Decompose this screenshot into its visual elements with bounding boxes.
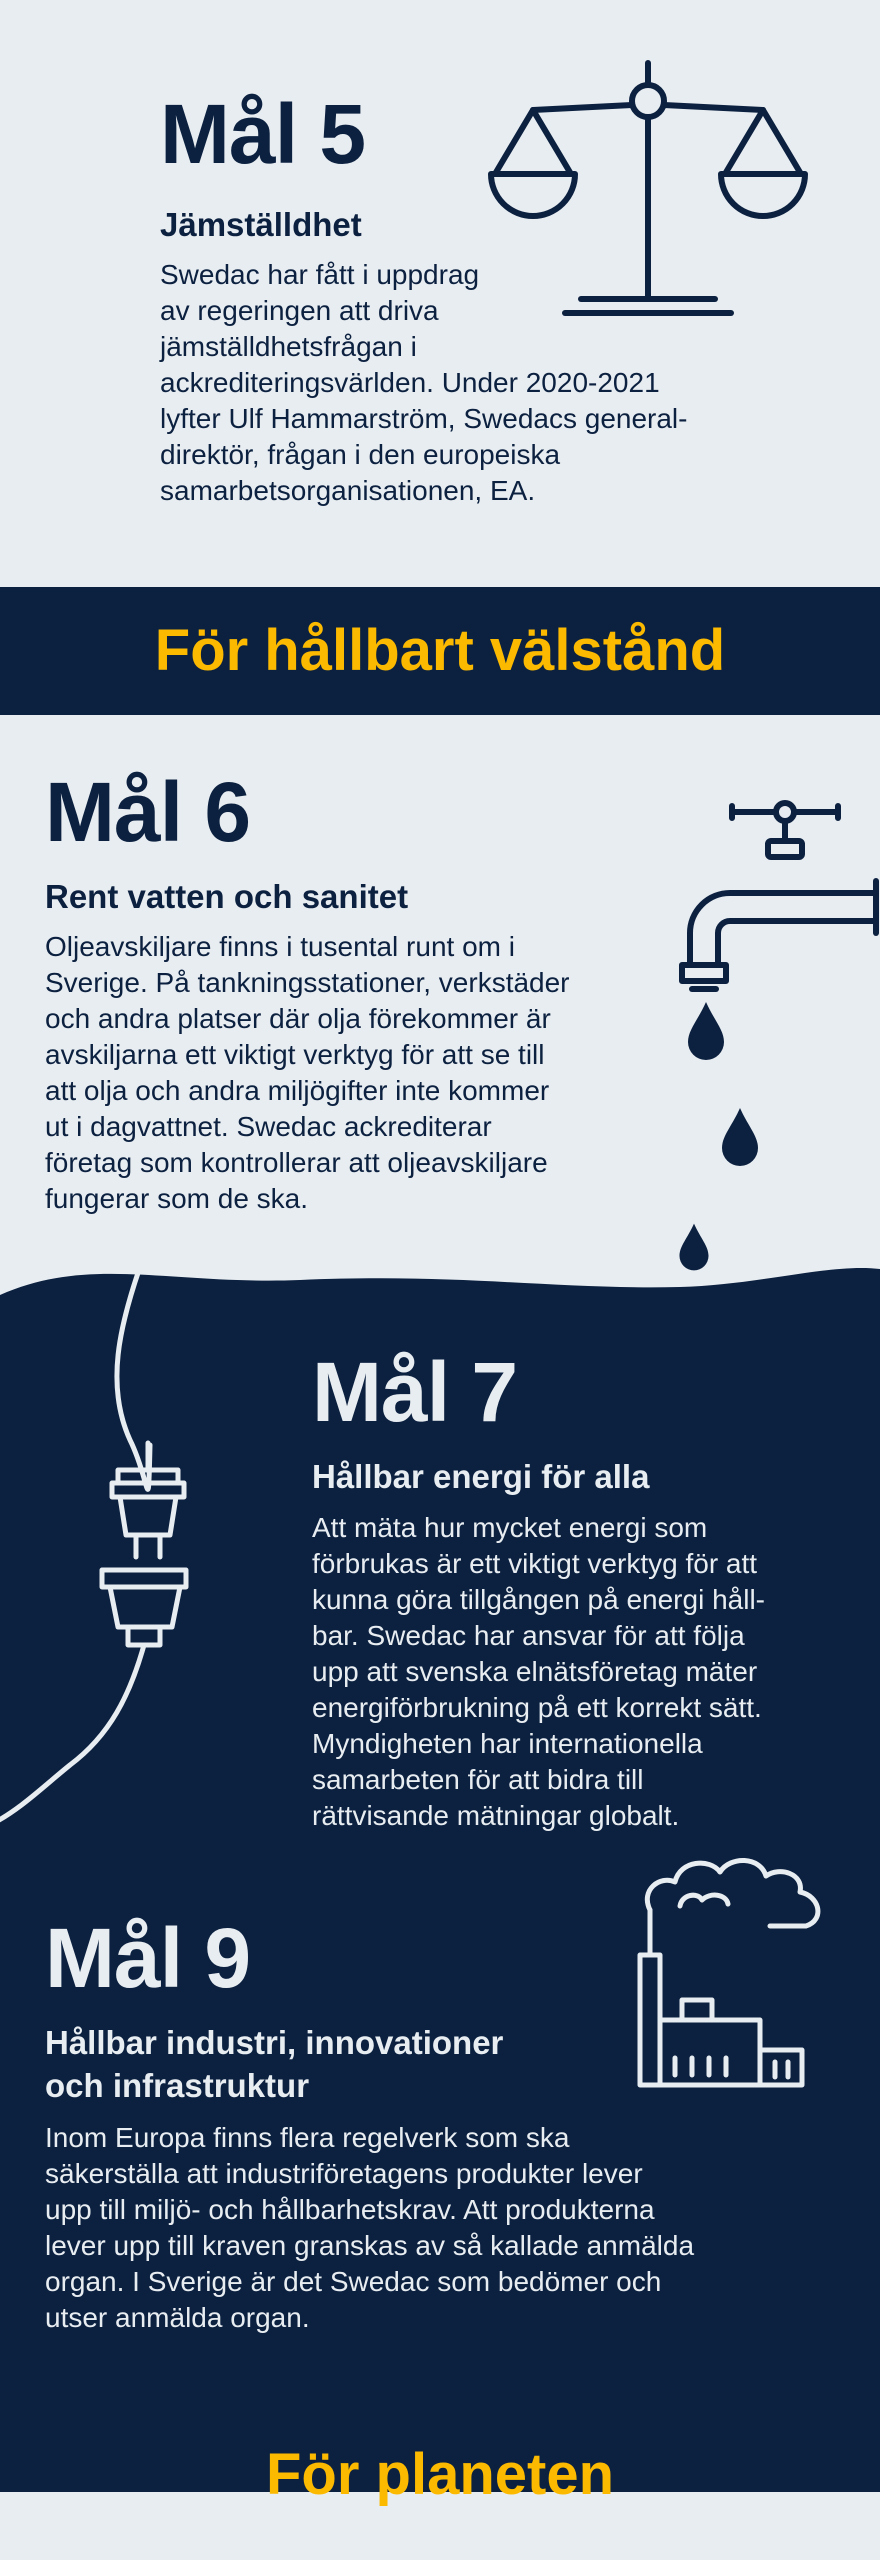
goal-5-number: Mål 5 — [160, 87, 366, 181]
section-banner-prosperity: För hållbart välstånd — [0, 587, 880, 715]
faucet-icon — [670, 795, 880, 995]
goal-7-subtitle: Hållbar energi för alla — [312, 1458, 650, 1495]
scales-icon — [485, 55, 815, 330]
factory-icon — [620, 1830, 830, 2110]
goal-9-body: Inom Europa finns flera regelverk som ska säkerställa att industriföretagens produkter lever upp till miljö- och hållbarhetskrav. Att produkterna lever upp till kraven granskas av så kallade anmälda organ. I Sverige är det Swedac som bedömer och utser anmälda organ. — [45, 2122, 695, 2333]
goal-9-number: Mål 9 — [45, 1911, 251, 2005]
goal-7-number: Mål 7 — [312, 1345, 518, 1439]
goal-5-body: Swedac har fått i uppdrag av regeringen att driva jämställdhetsfrågan i ackrediteringsvärlden. Under 2020-2021 lyfter Ulf Hammarström, Swedacs general- direktör, frågan i den europeiska samarbetsorganisationen, EA. — [160, 259, 688, 506]
water-drop-icon — [686, 1000, 726, 1062]
goal-7-body: Att mäta hur mycket energi som förbrukas är ett viktigt verktyg för att kunna göra tillgången på energi håll- bar. Swedac har ansvar för att följa upp att svenska elnätsföretag mäter energiförbrukning på ett korrekt sätt. Myndigheten har internationella samarbeten för att bidra till rättvisande mätningar globalt. — [312, 1512, 765, 1831]
goal-6-number: Mål 6 — [45, 765, 251, 859]
goal-6-body: Oljeavskiljare finns i tusental runt om i Sverige. På tankningsstationer, verkstäder och andra platser där olja förekommer är avskiljarna ett viktigt verktyg för att se till att olja och andra miljögifter inte kommer ut i dagvattnet. Swedac ackrediterar företag som kontrollerar att oljeavskiljare fungerar som de ska. — [45, 931, 570, 1214]
section-banner-planet: För planeten — [265, 2442, 615, 2507]
goal-5-subtitle: Jämställdhet — [160, 206, 362, 243]
water-drop-icon — [718, 1106, 762, 1168]
goal-6-subtitle: Rent vatten och sanitet — [45, 878, 409, 915]
goal-9-subtitle: Hållbar industri, innovationer och infrastruktur — [45, 2024, 504, 2104]
power-plug-icon — [0, 1265, 200, 1835]
